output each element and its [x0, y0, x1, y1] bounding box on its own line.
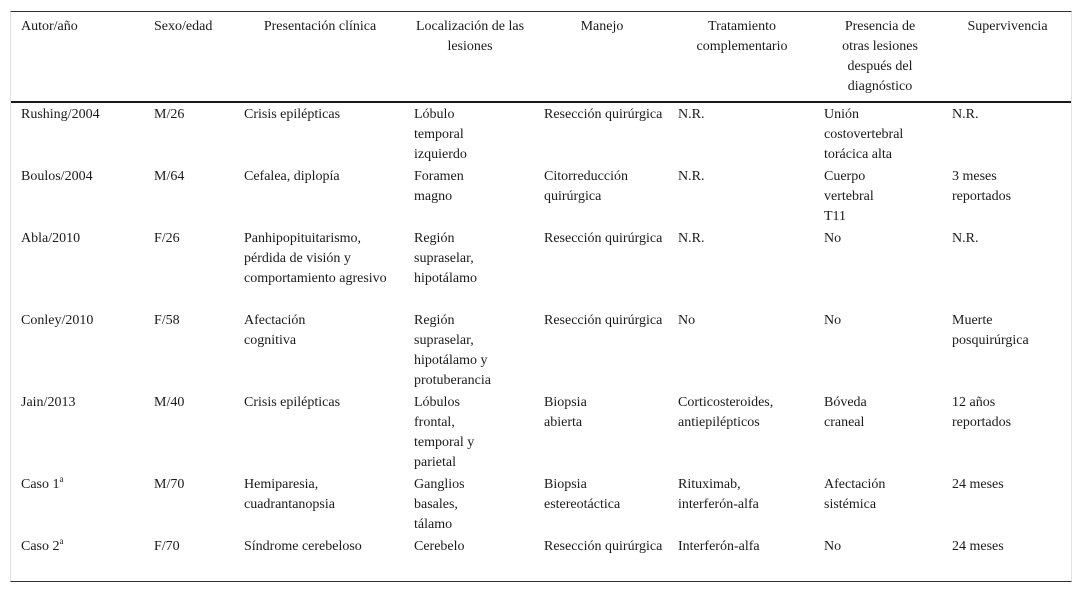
cell-sexo-edad: F/58: [154, 313, 180, 328]
table-row: [11, 102, 1071, 165]
cell-tratamiento: Interferón-alfa: [678, 539, 760, 554]
cell-otras-lesiones: Unión costovertebral torácica alta: [824, 107, 904, 162]
cell-sexo-edad: F/70: [154, 539, 180, 554]
cell-sexo-edad: M/40: [154, 395, 185, 410]
cell-localizacion: Lóbulos frontal, temporal y parietal: [414, 395, 475, 470]
cell-autor: Rushing/2004: [21, 107, 100, 122]
cell-presentacion: Hemiparesia, cuadrantanopsia: [244, 477, 335, 512]
cell-sexo-edad: F/26: [154, 231, 180, 246]
cell-localizacion: Cerebelo: [414, 539, 465, 554]
cell-autor-text: Caso 1: [21, 477, 60, 492]
cell-presentacion: Crisis epilépticas: [244, 107, 341, 122]
table-row: [11, 165, 1071, 227]
cell-otras-lesiones: No: [824, 539, 842, 554]
cell-manejo: Resección quirúrgica: [544, 107, 663, 122]
cell-supervivencia: 12 años reportados: [952, 395, 1012, 430]
cell-manejo: Resección quirúrgica: [544, 313, 663, 328]
cell-autor: Conley/2010: [21, 313, 94, 328]
cell-tratamiento: No: [678, 313, 696, 328]
header-manejo: Manejo: [580, 19, 624, 34]
cell-supervivencia: 24 meses: [952, 477, 1004, 492]
cell-tratamiento: Rituximab, interferón-alfa: [678, 477, 759, 512]
table-body: [11, 102, 1071, 597]
cell-manejo: Resección quirúrgica: [544, 231, 663, 246]
header-otras-lesiones: Presencia de otras lesiones después del diagnóstico: [842, 19, 918, 94]
footnote-marker: a: [59, 536, 64, 546]
cell-presentacion: Afectación cognitiva: [244, 313, 306, 348]
cell-otras-lesiones: Bóveda craneal: [824, 395, 867, 430]
header-localizacion: Localización de las lesiones: [415, 19, 525, 54]
cell-manejo: Resección quirúrgica: [544, 539, 663, 554]
cell-supervivencia: N.R.: [952, 107, 979, 122]
cell-supervivencia: Muerte posquirúrgica: [952, 313, 1029, 348]
cell-sexo-edad: M/70: [154, 477, 185, 492]
cell-tratamiento: Corticosteroides, antiepilépticos: [678, 395, 774, 430]
cell-presentacion: Síndrome cerebeloso: [244, 539, 362, 554]
cell-sexo-edad: M/26: [154, 107, 185, 122]
cell-presentacion: Crisis epilépticas: [244, 395, 341, 410]
case-table-frame: [10, 11, 1072, 582]
cell-sexo-edad: M/64: [154, 169, 185, 184]
cell-autor: Jain/2013: [21, 395, 76, 410]
cell-autor: [11, 535, 144, 597]
cell-autor-text: Caso 2: [21, 539, 60, 554]
cell-otras-lesiones: Cuerpo vertebral T11: [824, 169, 874, 224]
cell-autor: Boulos/2004: [21, 169, 93, 184]
table-row: [11, 473, 1071, 535]
cell-otras-lesiones: Afectación sistémica: [824, 477, 886, 512]
cell-manejo: Biopsia abierta: [544, 395, 587, 430]
cell-otras-lesiones: No: [824, 313, 842, 328]
table-row: [11, 227, 1071, 309]
cell-otras-lesiones: No: [824, 231, 842, 246]
cell-autor: Abla/2010: [21, 231, 81, 246]
table-row: [11, 391, 1071, 473]
cell-supervivencia: 24 meses: [952, 539, 1004, 554]
cell-presentacion: Cefalea, diplopía: [244, 169, 340, 184]
header-supervivencia: Supervivencia: [967, 19, 1048, 34]
footnote-marker: a: [59, 474, 64, 484]
cell-localizacion: Ganglios basales, tálamo: [414, 477, 465, 532]
table-header: [11, 12, 1071, 102]
cell-tratamiento: N.R.: [678, 231, 705, 246]
cell-tratamiento: N.R.: [678, 107, 705, 122]
table-row: [11, 309, 1071, 391]
case-table: [11, 12, 1071, 597]
header-presentacion: Presentación clínica: [263, 19, 377, 34]
header-autor: Autor/año: [21, 19, 78, 34]
cell-localizacion: Región supraselar, hipotálamo y protuberancia: [414, 313, 491, 388]
header-row: [11, 12, 1071, 102]
cell-manejo: Biopsia estereotáctica: [544, 477, 621, 512]
header-sexo-edad: Sexo/edad: [154, 19, 213, 34]
cell-autor: [11, 473, 144, 535]
cell-manejo: Citorreducción quirúrgica: [544, 169, 628, 204]
cell-supervivencia: 3 meses reportados: [952, 169, 1012, 204]
cell-localizacion: Foramen magno: [414, 169, 464, 204]
header-tratamiento: Tratamiento complementario: [696, 19, 788, 54]
cell-supervivencia: N.R.: [952, 231, 979, 246]
cell-localizacion: Región supraselar, hipotálamo: [414, 231, 477, 286]
table-row: [11, 535, 1071, 597]
cell-tratamiento: N.R.: [678, 169, 705, 184]
cell-localizacion: Lóbulo temporal izquierdo: [414, 107, 467, 162]
cell-presentacion: Panhipopituitarismo, pérdida de visión y comportamiento agresivo: [244, 231, 387, 286]
